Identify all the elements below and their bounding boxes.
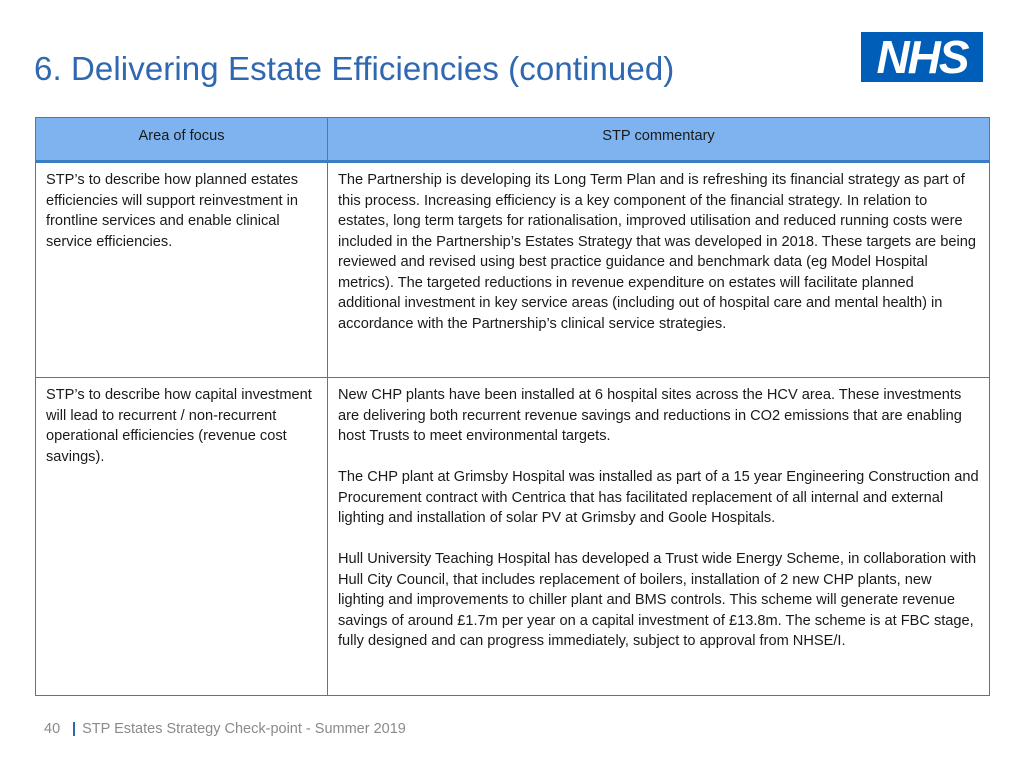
commentary-paragraph: Hull University Teaching Hospital has developed a Trust wide Energy Scheme, in collaboration with Hull City Council, that includes replacement of boilers, installation of 2 new CHP plants, new lighting and improvements to chiller plant and BMS controls. This scheme will generate revenue savings of around £1.7m per year on a capital investment of £13.8m. The scheme is at FBC stage, fully designed and can progress immediately, subject to approval from NHSE/I. bbox=[338, 551, 977, 649]
footer bbox=[44, 721, 406, 737]
focus-cell: STP’s to describe how capital investment will lead to recurrent / non-recurrent operational efficiencies (revenue cost savings). bbox=[36, 378, 328, 696]
header-area-of-focus: Area of focus bbox=[36, 118, 328, 162]
header-stp-commentary: STP commentary bbox=[328, 118, 990, 162]
commentary-paragraph: The CHP plant at Grimsby Hospital was installed as part of a 15 year Engineering Construction and Procurement contract with Centrica that has facilitated replacement of all internal and external lighting and installation of solar PV at Grimsby and Goole Hospitals. bbox=[338, 469, 979, 526]
footer-text: STP Estates Strategy Check-point - Summer 2019 bbox=[82, 721, 406, 737]
page-number: 40 bbox=[44, 721, 61, 737]
footer-separator bbox=[73, 722, 75, 736]
table-row bbox=[36, 162, 990, 378]
commentary-cell bbox=[328, 162, 990, 378]
focus-table bbox=[35, 117, 990, 696]
commentary-paragraph: The Partnership is developing its Long Term Plan and is refreshing its financial strategy as part of this process. Increasing efficiency is a key component of the financial strategy. In relation to estates, long term targets for rationalisation, improved utilisation and reduced running costs were included in the Partnership’s Estates Strategy that was developed in 2018. These targets are being reviewed and revised using best practice guidance and benchmark data (eg Model Hospital metrics). The targeted reductions in revenue expenditure on estates will facilitate planned additional investment in key service areas (including out of hospital care and mental health) in accordance with the Partnership’s clinical service strategies. bbox=[338, 172, 976, 332]
nhs-logo bbox=[861, 32, 983, 82]
commentary-cell bbox=[328, 378, 990, 696]
commentary-paragraph: New CHP plants have been installed at 6 hospital sites across the HCV area. These investments are delivering both recurrent revenue savings and reductions in CO2 emissions that are enabling host Trusts to meet environmental targets. bbox=[338, 387, 962, 444]
table-row bbox=[36, 378, 990, 696]
nhs-logo-text: NHS bbox=[876, 31, 968, 83]
focus-cell: STP’s to describe how planned estates efficiencies will support reinvestment in frontline services and enable clinical service efficiencies. bbox=[36, 162, 328, 378]
table-header-row bbox=[36, 118, 990, 162]
page-title: 6. Delivering Estate Efficiencies (continued) bbox=[34, 50, 675, 87]
